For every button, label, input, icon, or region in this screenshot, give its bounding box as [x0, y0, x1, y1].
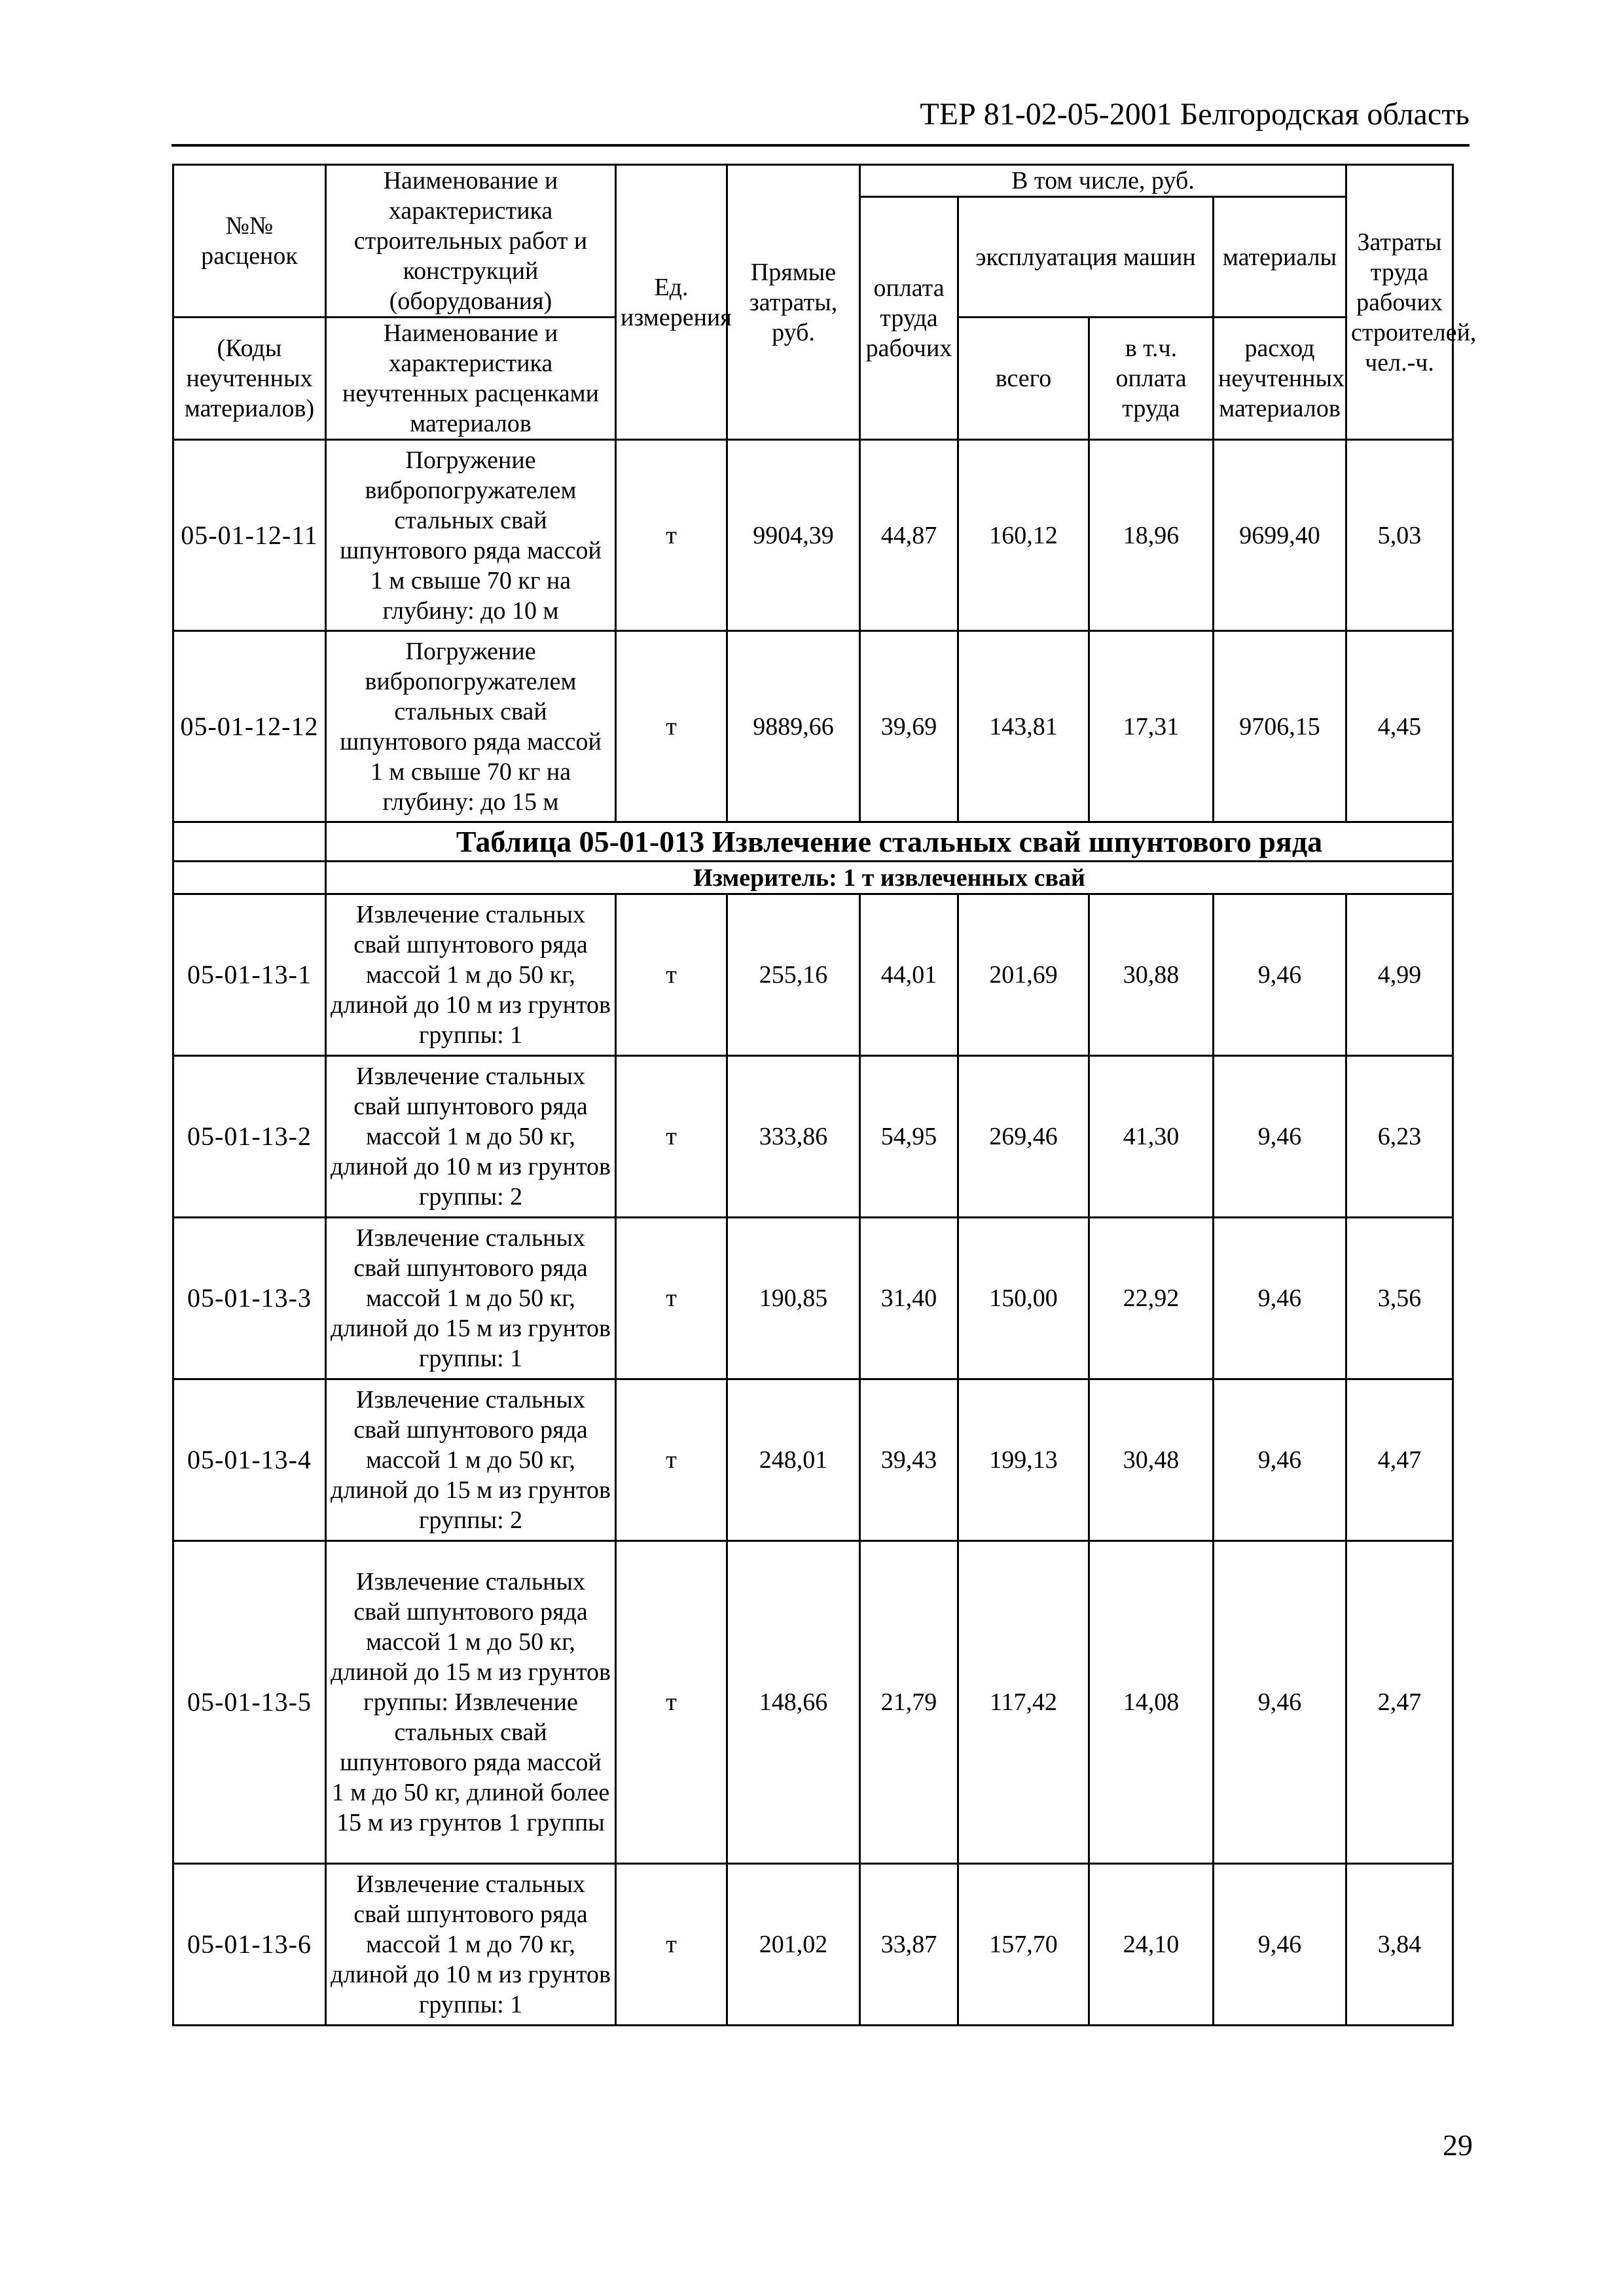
- rate-direct-cost: 9904,39: [727, 440, 860, 631]
- rate-unit: т: [616, 631, 727, 822]
- rate-name: Извлечение стальных свай шпунтового ряда массой 1 м до 50 кг, длиной до 15 м из грунтов группы: 1: [326, 1218, 616, 1379]
- rate-unit: т: [616, 894, 727, 1056]
- header-direct-cost: Прямые затраты, руб.: [727, 165, 860, 440]
- rate-operator-pay: 30,48: [1089, 1379, 1214, 1541]
- header-codes-unaccounted: (Коды неучтенных материалов): [173, 318, 326, 440]
- rate-materials: 9,46: [1214, 1864, 1346, 2026]
- header-materials-unaccounted: расход неучтенных материалов: [1214, 318, 1346, 440]
- table-row: [173, 1541, 1453, 1864]
- table-row: [173, 1056, 1453, 1218]
- rate-name: Извлечение стальных свай шпунтового ряда массой 1 м до 50 кг, длиной до 15 м из грунтов группы: 2: [326, 1379, 616, 1541]
- table-row: [173, 1864, 1453, 2026]
- rates-table: [172, 164, 1477, 2026]
- rate-unit: т: [616, 1218, 727, 1379]
- rate-unit: т: [616, 1056, 727, 1218]
- section-meter: Измеритель: 1 т извлеченных свай: [326, 862, 1453, 894]
- rate-unit: т: [616, 1379, 727, 1541]
- rate-labor-pay: 21,79: [860, 1541, 958, 1864]
- rate-machines-total: 143,81: [958, 631, 1089, 822]
- rate-labor-hours: 3,56: [1346, 1218, 1453, 1379]
- rate-machines-total: 199,13: [958, 1379, 1089, 1541]
- rate-labor-hours: 4,45: [1346, 631, 1453, 822]
- rate-direct-cost: 333,86: [727, 1056, 860, 1218]
- rate-labor-pay: 39,43: [860, 1379, 958, 1541]
- rate-labor-pay: 44,87: [860, 440, 958, 631]
- rate-name: Извлечение стальных свай шпунтового ряда массой 1 м до 50 кг, длиной до 10 м из грунтов группы: 2: [326, 1056, 616, 1218]
- rate-materials: 9699,40: [1214, 440, 1346, 631]
- rate-direct-cost: 148,66: [727, 1541, 860, 1864]
- rate-direct-cost: 9889,66: [727, 631, 860, 822]
- header-machines-total: всего: [958, 318, 1089, 440]
- rate-labor-hours: 6,23: [1346, 1056, 1453, 1218]
- rate-machines-total: 160,12: [958, 440, 1089, 631]
- header-code: №№ расценок: [173, 165, 326, 318]
- rate-operator-pay: 22,92: [1089, 1218, 1214, 1379]
- header-including: В том числе, руб.: [860, 165, 1346, 197]
- rate-labor-pay: 31,40: [860, 1218, 958, 1379]
- rate-machines-total: 150,00: [958, 1218, 1089, 1379]
- rate-labor-pay: 44,01: [860, 894, 958, 1056]
- rate-direct-cost: 201,02: [727, 1864, 860, 2026]
- rate-materials: 9,46: [1214, 1218, 1346, 1379]
- header-machines: эксплуатация машин: [958, 197, 1214, 318]
- rate-operator-pay: 24,10: [1089, 1864, 1214, 2026]
- header-row-1: [173, 165, 1453, 197]
- rate-labor-hours: 4,99: [1346, 894, 1453, 1056]
- rate-code: 05-01-12-12: [173, 631, 326, 822]
- header-labor-pay: оплата труда рабочих: [860, 197, 958, 440]
- rate-code: 05-01-13-2: [173, 1056, 326, 1218]
- table-row: [173, 894, 1453, 1056]
- rate-labor-hours: 5,03: [1346, 440, 1453, 631]
- rate-name: Погружение вибропогружателем стальных свай шпунтового ряда массой 1 м свыше 70 кг на глубину: до 15 м: [326, 631, 616, 822]
- rate-materials: 9,46: [1214, 1379, 1346, 1541]
- rate-materials: 9706,15: [1214, 631, 1346, 822]
- rate-operator-pay: 18,96: [1089, 440, 1214, 631]
- rate-code: 05-01-13-4: [173, 1379, 326, 1541]
- section-title-row: [173, 822, 1453, 862]
- rate-code: 05-01-13-3: [173, 1218, 326, 1379]
- header-name-unaccounted: Наименование и характеристика неучтенных расценками материалов: [326, 318, 616, 440]
- rate-name: Извлечение стальных свай шпунтового ряда массой 1 м до 50 кг, длиной до 10 м из грунтов группы: 1: [326, 894, 616, 1056]
- rate-labor-hours: 3,84: [1346, 1864, 1453, 2026]
- header-rule: [171, 144, 1470, 147]
- rate-code: 05-01-13-5: [173, 1541, 326, 1864]
- rate-labor-pay: 39,69: [860, 631, 958, 822]
- header-materials: материалы: [1214, 197, 1346, 318]
- rate-name: Извлечение стальных свай шпунтового ряда массой 1 м до 70 кг, длиной до 10 м из грунтов группы: 1: [326, 1864, 616, 2026]
- rate-unit: т: [616, 440, 727, 631]
- rate-materials: 9,46: [1214, 1541, 1346, 1864]
- table-row: [173, 1379, 1453, 1541]
- rate-operator-pay: 30,88: [1089, 894, 1214, 1056]
- header-name: Наименование и характеристика строительных работ и конструкций (оборудования): [326, 165, 616, 318]
- header-unit: Ед. измерения: [616, 165, 727, 440]
- table-row: [173, 440, 1453, 631]
- rate-direct-cost: 255,16: [727, 894, 860, 1056]
- table-row: [173, 631, 1453, 822]
- rate-machines-total: 201,69: [958, 894, 1089, 1056]
- page-number: 29: [1443, 2128, 1473, 2162]
- rate-operator-pay: 41,30: [1089, 1056, 1214, 1218]
- rate-code: 05-01-12-11: [173, 440, 326, 631]
- table-row: [173, 1218, 1453, 1379]
- header-machines-operator-pay: в т.ч. оплата труда: [1089, 318, 1214, 440]
- rate-unit: т: [616, 1864, 727, 2026]
- rate-unit: т: [616, 1541, 727, 1864]
- rate-operator-pay: 14,08: [1089, 1541, 1214, 1864]
- rate-labor-pay: 33,87: [860, 1864, 958, 2026]
- rate-operator-pay: 17,31: [1089, 631, 1214, 822]
- rate-code: 05-01-13-1: [173, 894, 326, 1056]
- rate-machines-total: 157,70: [958, 1864, 1089, 2026]
- rate-direct-cost: 190,85: [727, 1218, 860, 1379]
- rate-name: Извлечение стальных свай шпунтового ряда массой 1 м до 50 кг, длиной до 15 м из грунтов группы: Извлечение стальных свай шпунтового ряда массой 1 м до 50 кг, длиной более 15 м из грунтов 1 группы: [326, 1541, 616, 1864]
- rate-machines-total: 117,42: [958, 1541, 1089, 1864]
- rate-materials: 9,46: [1214, 894, 1346, 1056]
- rate-labor-hours: 2,47: [1346, 1541, 1453, 1864]
- rate-labor-hours: 4,47: [1346, 1379, 1453, 1541]
- section-meter-row: [173, 862, 1453, 894]
- section-title: Таблица 05-01-013 Извлечение стальных свай шпунтового ряда: [326, 822, 1453, 862]
- rate-labor-pay: 54,95: [860, 1056, 958, 1218]
- rate-direct-cost: 248,01: [727, 1379, 860, 1541]
- rate-machines-total: 269,46: [958, 1056, 1089, 1218]
- rate-code: 05-01-13-6: [173, 1864, 326, 2026]
- rate-name: Погружение вибропогружателем стальных свай шпунтового ряда массой 1 м свыше 70 кг на глубину: до 10 м: [326, 440, 616, 631]
- document-title: ТЕР 81-02-05-2001 Белгородская область: [920, 97, 1470, 132]
- header-labor-hours: Затраты труда рабочих строителей, чел.-ч.: [1346, 165, 1453, 440]
- rate-materials: 9,46: [1214, 1056, 1346, 1218]
